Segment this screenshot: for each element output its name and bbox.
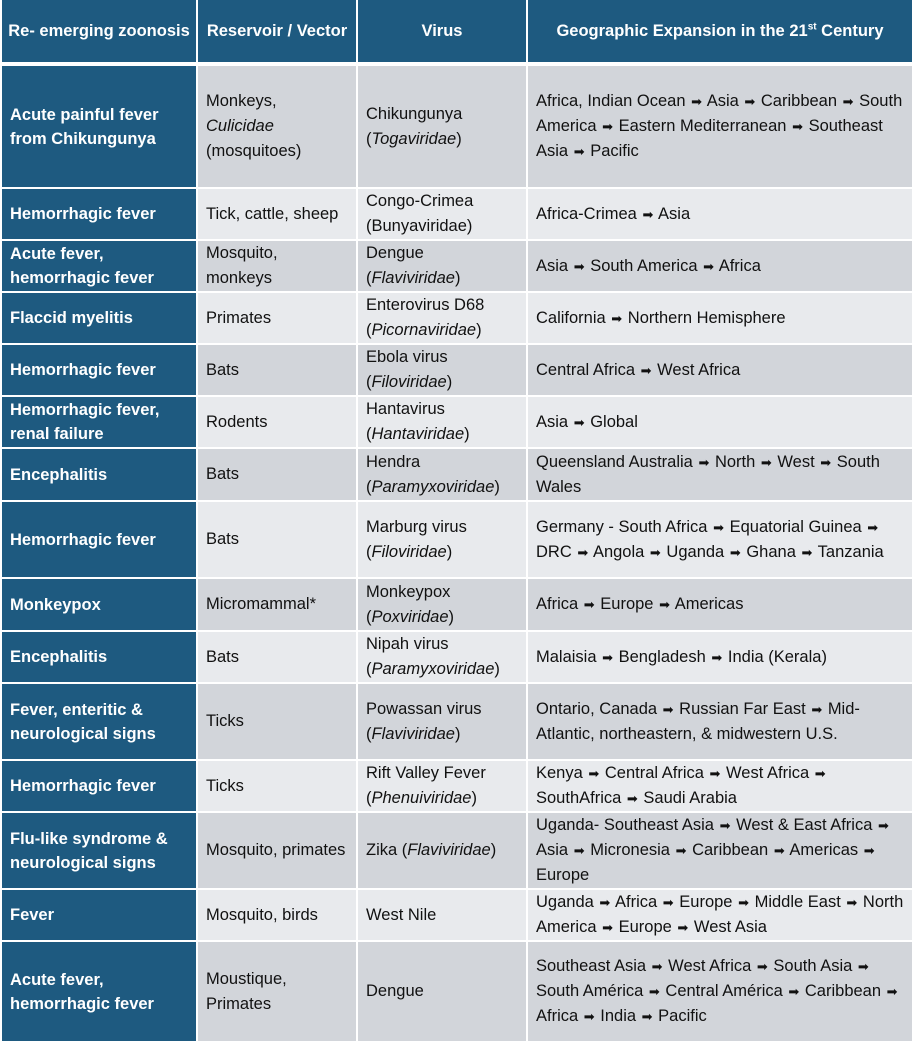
table-row [2,890,912,942]
arrow-right-icon: ➡ [863,843,875,858]
arrow-right-icon: ➡ [877,818,889,833]
expansion-cell: Ontario, Canada ➡ Russian Far East ➡ Mid-Atlantic, northeastern, & midwestern U.S. [528,684,912,761]
expansion-cell: California ➡ Northern Hemisphere [528,293,912,345]
zoonosis-cell: Flaccid myelitis [2,293,198,345]
arrow-right-icon: ➡ [814,766,826,781]
virus-cell: Hantavirus (Hantaviridae) [358,397,528,449]
virus-cell: Zika (Flaviviridae) [358,813,528,890]
arrow-right-icon: ➡ [649,544,661,560]
reservoir-cell: Tick, cattle, sheep [198,189,358,241]
arrow-right-icon: ➡ [846,895,858,910]
zoonosis-cell: Hemorrhagic fever [2,189,198,241]
arrow-right-icon: ➡ [573,414,585,430]
arrow-right-icon: ➡ [648,984,660,999]
arrow-right-icon: ➡ [788,984,800,999]
expansion-cell: Queensland Australia ➡ North ➡ West ➡ South Wales [528,449,912,502]
reservoir-cell: Bats [198,345,358,397]
table-row [2,241,912,293]
virus-cell: Rift Valley Fever (Phenuiviridae) [358,761,528,813]
arrow-right-icon: ➡ [703,258,715,274]
virus-cell: Nipah virus (Paramyxoviridae) [358,632,528,684]
arrow-right-icon: ➡ [602,920,614,935]
zoonosis-cell: Acute fever, hemorrhagic fever [2,241,198,293]
expansion-cell: Africa-Crimea ➡ Asia [528,189,912,241]
virus-cell: Monkeypox (Poxviridae) [358,579,528,632]
expansion-cell: Africa ➡ Europe ➡ Americas [528,579,912,632]
arrow-right-icon: ➡ [640,362,652,378]
table-row [2,813,912,890]
reservoir-cell: Ticks [198,761,358,813]
arrow-right-icon: ➡ [573,258,585,274]
reservoir-cell: Primates [198,293,358,345]
arrow-right-icon: ➡ [602,649,614,665]
table-row [2,293,912,345]
zoonosis-cell: Encephalitis [2,632,198,684]
arrow-right-icon: ➡ [677,920,689,935]
table-row [2,761,912,813]
virus-cell: Marburg virus (Filoviridae) [358,502,528,579]
reservoir-cell: Mosquito, birds [198,890,358,942]
table-row [2,66,912,189]
arrow-right-icon: ➡ [773,843,785,858]
virus-cell: Ebola virus (Filoviridae) [358,345,528,397]
header-reservoir: Reservoir / Vector [198,0,358,66]
header-virus: Virus [358,0,528,66]
zoonosis-cell: Flu-like syndrome & neurological signs [2,813,198,890]
arrow-right-icon: ➡ [842,94,854,109]
arrow-right-icon: ➡ [583,1009,595,1024]
table-body [2,66,912,1043]
arrow-right-icon: ➡ [573,144,585,159]
zoonosis-table [2,0,912,1043]
reservoir-cell: Bats [198,632,358,684]
virus-cell: Hendra (Paramyxoviridae) [358,449,528,502]
table-row [2,942,912,1043]
arrow-right-icon: ➡ [691,94,702,109]
table-row [2,632,912,684]
header-expansion-tail: Century [816,22,884,40]
virus-cell: Chikungunya (Togaviridae) [358,66,528,189]
arrow-right-icon: ➡ [583,597,595,612]
arrow-right-icon: ➡ [577,544,589,560]
virus-cell: Congo-Crimea (Bunyaviridae) [358,189,528,241]
reservoir-cell: Micromammal* [198,579,358,632]
expansion-cell: Central Africa ➡ West Africa [528,345,912,397]
expansion-cell: Germany - South Africa ➡ Equatorial Guinea ➡ DRC ➡ Angola ➡ Uganda ➡ Ghana ➡ Tanzania [528,502,912,579]
arrow-right-icon: ➡ [709,766,721,781]
table-row [2,684,912,761]
zoonosis-cell: Acute fever, hemorrhagic fever [2,942,198,1043]
arrow-right-icon: ➡ [626,791,638,806]
arrow-right-icon: ➡ [675,843,687,858]
header-expansion [528,0,912,66]
arrow-right-icon: ➡ [719,818,731,833]
expansion-cell: Africa, Indian Ocean ➡ Asia ➡ Caribbean ➡ South America ➡ Eastern Mediterranean ➡ Southeast Asia ➡ Pacific [528,66,912,189]
arrow-right-icon: ➡ [611,310,623,326]
zoonosis-cell: Monkeypox [2,579,198,632]
arrow-right-icon: ➡ [801,544,813,560]
reservoir-cell: Ticks [198,684,358,761]
arrow-right-icon: ➡ [599,895,611,910]
expansion-cell: Asia ➡ South America ➡ Africa [528,241,912,293]
zoonosis-cell: Hemorrhagic fever [2,761,198,813]
arrow-right-icon: ➡ [659,597,670,612]
arrow-right-icon: ➡ [588,766,600,781]
arrow-right-icon: ➡ [641,1009,653,1024]
virus-cell: West Nile [358,890,528,942]
virus-cell: Dengue (Flaviviridae) [358,241,528,293]
zoonosis-cell: Hemorrhagic fever [2,502,198,579]
virus-cell: Enterovirus D68 (Picornaviridae) [358,293,528,345]
arrow-right-icon: ➡ [756,959,768,974]
table-row [2,397,912,449]
arrow-right-icon: ➡ [713,519,724,535]
arrow-right-icon: ➡ [820,454,832,470]
arrow-right-icon: ➡ [867,519,879,535]
table-row [2,502,912,579]
reservoir-cell: Rodents [198,397,358,449]
virus-cell: Powassan virus (Flaviviridae) [358,684,528,761]
arrow-right-icon: ➡ [662,701,674,717]
arrow-right-icon: ➡ [744,94,756,109]
reservoir-cell: Monkeys, Culicidae (mosquitoes) [198,66,358,189]
zoonosis-cell: Hemorrhagic fever [2,345,198,397]
arrow-right-icon: ➡ [886,984,898,999]
arrow-right-icon: ➡ [573,843,585,858]
header-zoonosis: Re- emerging zoonosis [2,0,198,66]
arrow-right-icon: ➡ [738,895,749,910]
zoonosis-cell: Fever, enteritic & neurological signs [2,684,198,761]
header-expansion-sup: st [807,21,817,33]
table-header-row [2,0,912,66]
arrow-right-icon: ➡ [711,649,723,665]
expansion-cell: Kenya ➡ Central Africa ➡ West Africa ➡ SouthAfrica ➡ Saudi Arabia [528,761,912,813]
table-row [2,579,912,632]
zoonosis-cell: Acute painful fever from Chikungunya [2,66,198,189]
arrow-right-icon: ➡ [642,206,654,222]
header-expansion-main: Geographic Expansion in the 21 [556,22,808,40]
reservoir-cell: Bats [198,502,358,579]
arrow-right-icon: ➡ [857,959,869,974]
arrow-right-icon: ➡ [729,544,741,560]
reservoir-cell: Mosquito, primates [198,813,358,890]
zoonosis-cell: Hemorrhagic fever, renal failure [2,397,198,449]
expansion-cell: Uganda ➡ Africa ➡ Europe ➡ Middle East ➡ North America ➡ Europe ➡ West Asia [528,890,912,942]
arrow-right-icon: ➡ [651,959,663,974]
arrow-right-icon: ➡ [811,701,823,717]
virus-cell: Dengue [358,942,528,1043]
zoonosis-cell: Encephalitis [2,449,198,502]
expansion-cell: Uganda- Southeast Asia ➡ West & East Africa ➡ Asia ➡ Micronesia ➡ Caribbean ➡ Americas ➡ Europe [528,813,912,890]
zoonosis-cell: Fever [2,890,198,942]
arrow-right-icon: ➡ [698,454,710,470]
reservoir-cell: Moustique, Primates [198,942,358,1043]
arrow-right-icon: ➡ [602,119,614,134]
reservoir-cell: Mosquito, monkeys [198,241,358,293]
reservoir-cell: Bats [198,449,358,502]
table-row [2,449,912,502]
expansion-cell: Southeast Asia ➡ West Africa ➡ South Asia ➡ South América ➡ Central América ➡ Caribbean ➡ Africa ➡ India ➡ Pacific [528,942,912,1043]
arrow-right-icon: ➡ [760,454,772,470]
expansion-cell: Asia ➡ Global [528,397,912,449]
expansion-cell: Malaisia ➡ Bengladesh ➡ India (Kerala) [528,632,912,684]
arrow-right-icon: ➡ [792,119,803,134]
arrow-right-icon: ➡ [662,895,674,910]
table-row [2,345,912,397]
table-row [2,189,912,241]
